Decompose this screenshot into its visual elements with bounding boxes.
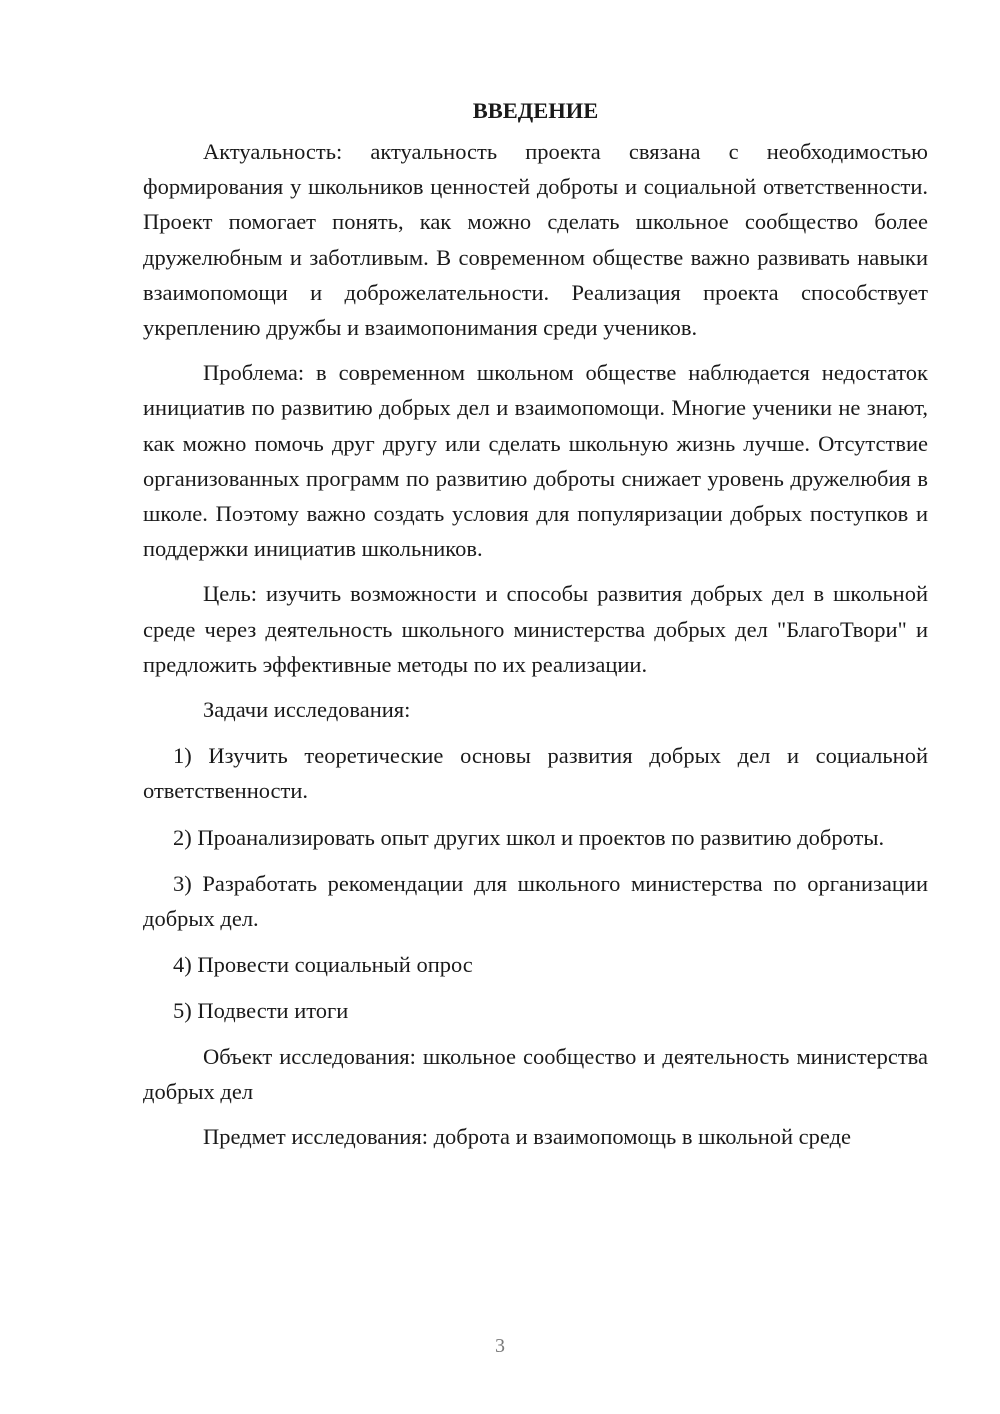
- paragraph-goal: Цель: изучить возможности и способы развития добрых дел в школьной среде через деятельность школьного министерства добрых дел "БлагоТвори" и предложить эффективные методы по их реализации.: [143, 581, 928, 677]
- page-content: [143, 96, 928, 1154]
- paragraph-problem: Проблема: в современном школьном обществе наблюдается недостаток инициатив по развитию добрых дел и взаимопомощи. Многие ученики не знают, как можно помочь друг другу или сделать школьную жизнь лучше. Отсутствие организованных программ по развитию доброты снижает уровень дружелюбия в школе. Поэтому важно создать условия для популяризации добрых поступков и поддержки инициатив школьников.: [143, 360, 928, 562]
- paragraph-subject: Предмет исследования: доброта и взаимопомощь в школьной среде: [203, 1124, 852, 1150]
- paragraph-relevance: Актуальность: актуальность проекта связана с необходимостью формирования у школьников ценностей доброты и социальной ответственности. Проект помогает понять, как можно сделать школьное сообщество более дружелюбным и заботливым. В современном обществе важно развивать навыки взаимопомощи и доброжелательности. Реализация проекта способствует укреплению дружбы и взаимопонимания среди учеников.: [143, 139, 928, 341]
- task-item-1: 1) Изучить теоретические основы развития добрых дел и социальной ответственности.: [143, 743, 928, 804]
- section-title: ВВЕДЕНИЕ: [472, 98, 599, 123]
- task-item-4: 4) Провести социальный опрос: [173, 952, 473, 978]
- task-item-3: 3) Разработать рекомендации для школьного министерства по организации добрых дел.: [143, 870, 928, 932]
- page-number: 3: [495, 1335, 505, 1357]
- paragraph-object: Объект исследования: школьное сообщество и деятельность министерства добрых дел: [143, 1043, 928, 1104]
- tasks-heading: Задачи исследования:: [203, 697, 411, 723]
- task-item-2: 2) Проанализировать опыт других школ и проектов по развитию доброты.: [173, 824, 885, 850]
- task-item-5: 5) Подвести итоги: [173, 998, 349, 1024]
